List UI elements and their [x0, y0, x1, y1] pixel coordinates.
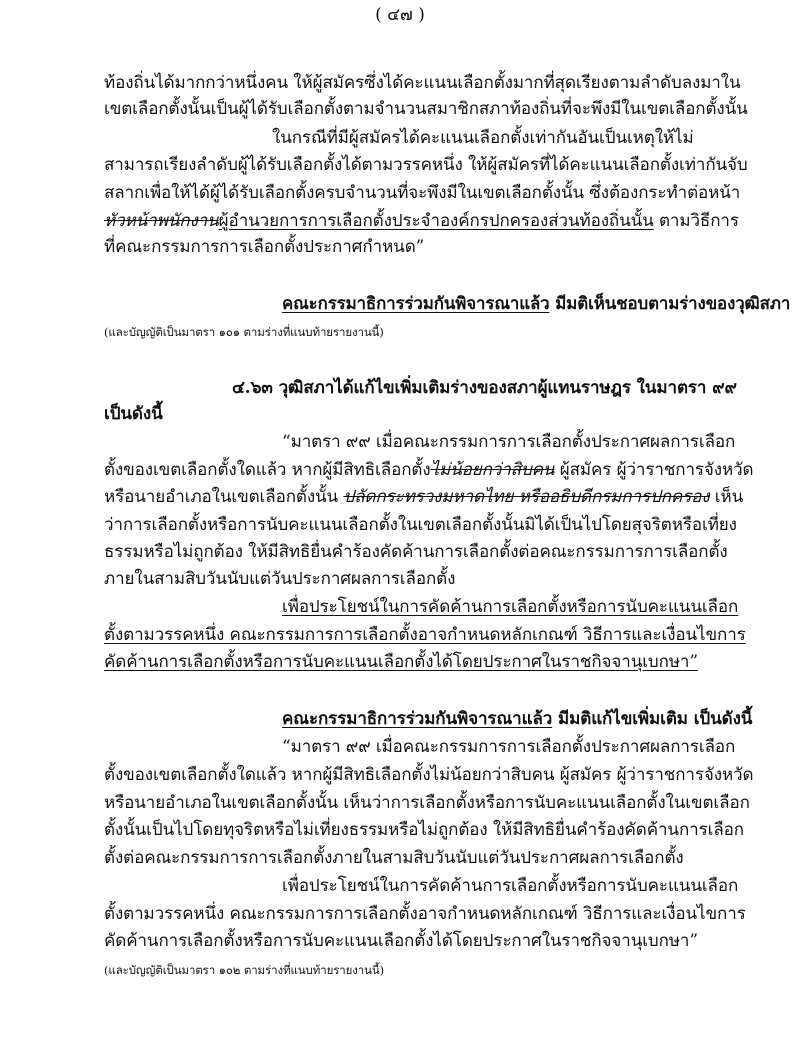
committee-1-text: มีมติเห็นชอบตามร่างของวุฒิสภา — [549, 294, 791, 314]
s1-line-7: ที่คณะกรรมการการเลือกตั้งประกาศกำหนด” — [104, 237, 425, 257]
committee-2-text: มีมติแก้ไขเพิ่มเติม เป็นดังนี้ — [552, 709, 753, 729]
committee-resolution-2 — [282, 708, 752, 730]
senate-99-line-4: ว่าการเลือกตั้งหรือการนับคะแนนเลือกตั้งในเขตเลือกตั้งนั้นมิได้เป็นไปโดยสุจริตหรือเที่ยง — [104, 515, 737, 535]
committee-99-line-6: เพื่อประโยชน์ในการคัดค้านการเลือกตั้งหรือการนับคะแนนเลือก — [282, 876, 739, 896]
s1-line-3: ในกรณีที่มีผู้สมัครได้คะแนนเลือกตั้งเท่ากันอันเป็นเหตุให้ไม่ — [272, 128, 694, 148]
s1-line-1: ท้องถิ่นได้มากกว่าหนึ่งคน ให้ผู้สมัครซึ่งได้คะแนนเลือกตั้งมากที่สุดเรียงตามลำดับลงมาใน — [104, 73, 741, 93]
committee-99-line-5: ตั้งต่อคณะกรรมการการเลือกตั้งภายในสามสิบวันนับแต่วันประกาศผลการเลือกตั้ง — [104, 848, 684, 868]
s1-line-5: สลากเพื่อให้ได้ผู้ได้รับเลือกตั้งครบจำนวนที่จะพึงมีในเขตเลือกตั้งนั้น ซึ่งต้องกระทำต่อหน้า — [104, 183, 741, 203]
committee-99-line-1: “มาตรา ๙๙ เมื่อคณะกรรมการการเลือกตั้งประกาศผลการเลือก — [282, 737, 736, 757]
s1-line-4: สามารถเรียงลำดับผู้ได้รับเลือกตั้งได้ตามวรรคหนึ่ง ให้ผู้สมัครที่ได้คะแนนเลือกตั้งเท่ากันจับ — [104, 155, 748, 175]
senate-99-line-2 — [104, 459, 753, 481]
committee-99-line-7: ตั้งตามวรรคหนึ่ง คณะกรรมการการเลือกตั้งอาจกำหนดหลักเกณฑ์ วิธีการและเงื่อนไขการ — [104, 904, 746, 924]
note-section-102: (และบัญญัติเป็นมาตรา ๑๐๒ ตามร่างที่แนบท้ายรายงานนี้) — [104, 963, 385, 977]
s1-deleted-text: หัวหน้าพนักงาน — [104, 211, 219, 231]
senate-99-line-2-a: ตั้งของเขตเลือกตั้งใดแล้ว หากผู้มีสิทธิเลือกตั้ง — [104, 460, 431, 480]
senate-99-line-3-b: เห็น — [709, 487, 744, 507]
senate-99-line-3 — [104, 486, 743, 508]
senate-99-deleted-2: ปลัดกระทรวงมหาดไทย หรืออธิบดีกรมการปกครอง — [343, 487, 710, 507]
committee-99-line-4: ตั้งนั้นเป็นไปโดยทุจริตหรือไม่เที่ยงธรรมหรือไม่ถูกต้อง ให้มีสิทธิยื่นคำร้องคัดค้านการเลือก — [104, 820, 744, 840]
committee-resolution-1 — [282, 293, 790, 315]
senate-99-line-3-a: หรือนายอำเภอในเขตเลือกตั้งนั้น — [104, 487, 344, 507]
senate-99-deleted-1: ไม่น้อยกว่าสิบคน — [430, 460, 555, 480]
s1-line-2: เขตเลือกตั้งนั้นเป็นผู้ได้รับเลือกตั้งตามจำนวนสมาชิกสภาท้องถิ่นที่จะพึงมีในเขตเลือกตั้งนั้น — [104, 99, 748, 119]
committee-1-heading: คณะกรรมาธิการร่วมกันพิจารณาแล้ว — [282, 294, 550, 314]
committee-99-line-8: คัดค้านการเลือกตั้งหรือการนับคะแนนเลือกตั้งได้โดยประกาศในราชกิจจานุเบกษา” — [104, 931, 698, 951]
senate-99-line-1: “มาตรา ๙๙ เมื่อคณะกรรมการการเลือกตั้งประกาศผลการเลือก — [282, 432, 736, 452]
s1-amended-text: ผู้อำนวยการการเลือกตั้งประจำองค์กรปกครองส่วนท้องถิ่นนั้น — [218, 211, 654, 231]
senate-99-line-6: ภายในสามสิบวันนับแต่วันประกาศผลการเลือกตั้ง — [104, 569, 456, 589]
committee-99-line-3: หรือนายอำเภอในเขตเลือกตั้งนั้น เห็นว่าการเลือกตั้งหรือการนับคะแนนเลือกตั้งในเขตเลือก — [104, 793, 750, 813]
senate-99-line-2-b: ผู้สมัคร ผู้ว่าราชการจังหวัด — [554, 460, 754, 480]
senate-99-line-7: เพื่อประโยชน์ในการคัดค้านการเลือกตั้งหรือการนับคะแนนเลือก — [282, 597, 739, 617]
committee-99-line-2: ตั้งของเขตเลือกตั้งใดแล้ว หากผู้มีสิทธิเลือกตั้งไม่น้อยกว่าสิบคน ผู้สมัคร ผู้ว่าราชการจังหวัด — [104, 765, 754, 785]
s1-line-6 — [104, 210, 739, 232]
section-heading-4-63: ๔.๖๓ วุฒิสภาได้แก้ไขเพิ่มเติมร่างของสภาผู้แทนราษฎร ในมาตรา ๙๙ — [232, 378, 737, 398]
page-number: ( ๔๗ ) — [375, 5, 425, 25]
section-heading-4-63-cont: เป็นดังนี้ — [104, 404, 163, 424]
senate-99-line-8: ตั้งตามวรรคหนึ่ง คณะกรรมการการเลือกตั้งอาจกำหนดหลักเกณฑ์ วิธีการและเงื่อนไขการ — [104, 625, 746, 645]
committee-2-heading: คณะกรรมาธิการร่วมกันพิจารณาแล้ว — [282, 709, 553, 729]
senate-99-line-9: คัดค้านการเลือกตั้งหรือการนับคะแนนเลือกตั้งได้โดยประกาศในราชกิจจานุเบกษา” — [104, 652, 698, 672]
note-section-101: (และบัญญัติเป็นมาตรา ๑๐๑ ตามร่างที่แนบท้ายรายงานนี้) — [104, 325, 384, 339]
s1-line-6-rest: ตามวิธีการ — [653, 211, 739, 231]
senate-99-line-5: ธรรมหรือไม่ถูกต้อง ให้มีสิทธิยื่นคำร้องคัดค้านการเลือกตั้งต่อคณะกรรมการการเลือกตั้ง — [104, 542, 728, 562]
